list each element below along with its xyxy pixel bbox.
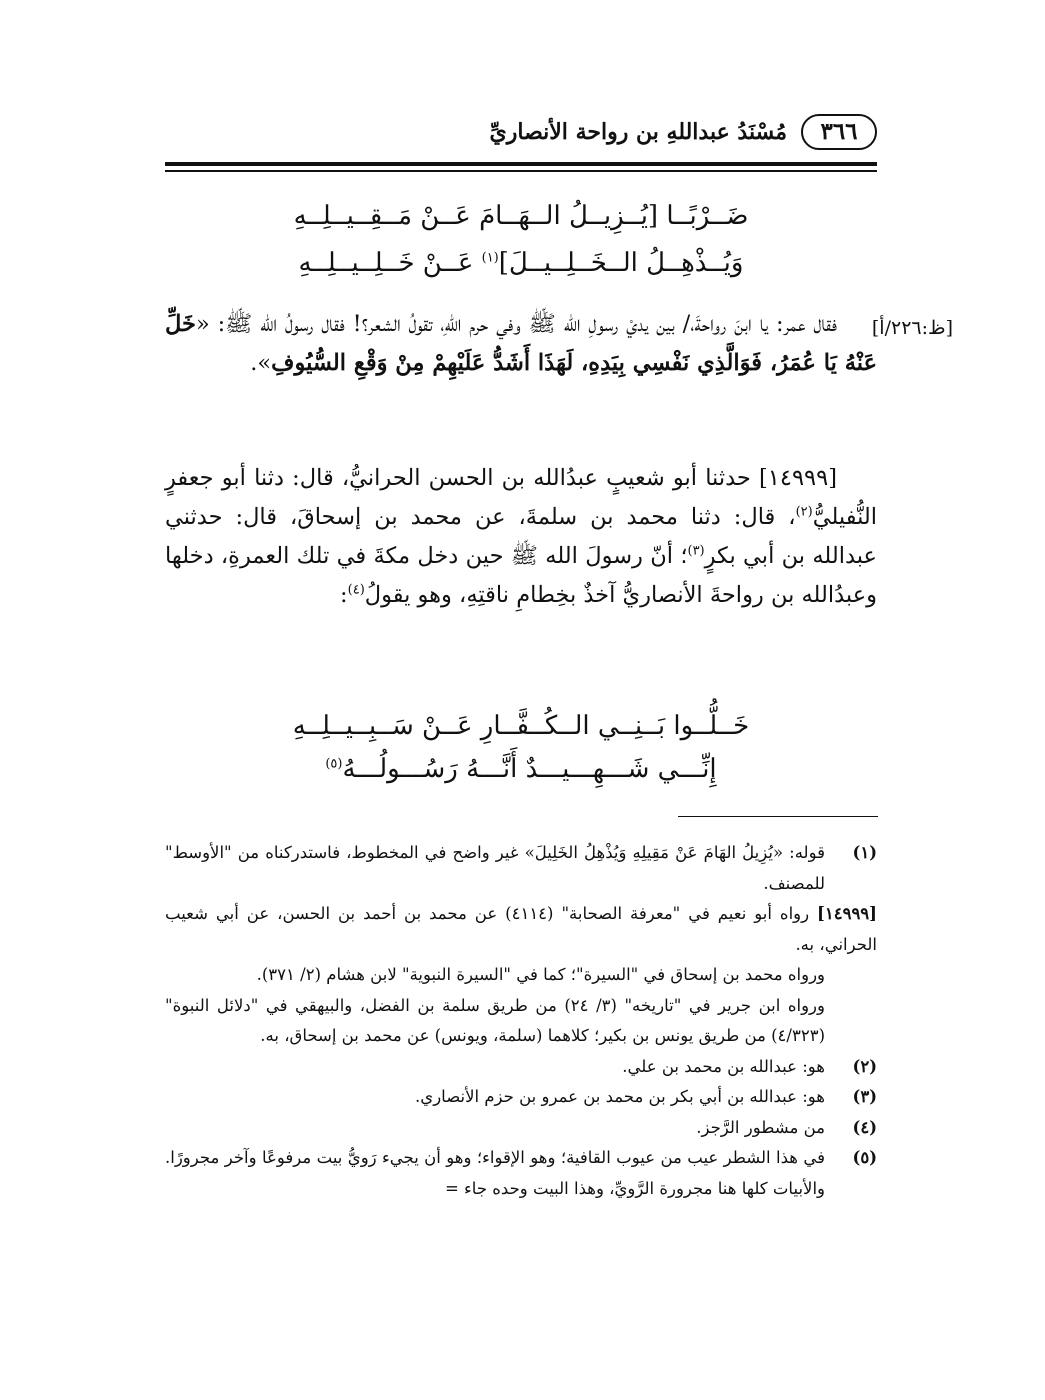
footnote-label: (٢) — [852, 1056, 877, 1076]
footnote-marker[interactable]: (٣) — [687, 543, 705, 559]
verse-text: ضَــرْبًــا [يُــزِيــلُ الــهَــامَ عَــنْ مَــقِــيــلِــهِ — [293, 201, 749, 231]
header-rule-thick — [165, 162, 877, 166]
hadith-quote: خَلِّ عَنْهُ يَا عُمَرُ، فَوَالَّذِي نَفْسِي بِيَدِهِ، لَهَذَا أَشَدُّ عَلَيْهِمْ مِنْ وَقْعِ السُّيُوفِ — [165, 311, 877, 376]
verse-line-2 — [165, 242, 877, 284]
margin-manuscript-reference: [ظ:٢٢٦/أ] — [871, 317, 953, 339]
footnote-4 — [165, 1113, 877, 1144]
paragraph-umar — [165, 305, 877, 383]
paragraph-text: [١٤٩٩٩] حدثنا أبو شعيبٍ عبدُالله بن الحسن الحرانيُّ، قال: دثنا أبو جعفرٍ النُّفيليُّ — [165, 465, 877, 530]
footnote-hadith-14999-cont — [165, 991, 877, 1052]
footnote-2 — [165, 1052, 877, 1083]
running-title: مُسْنَدُ عبداللهِ بن رواحة الأنصاريِّ — [489, 119, 787, 145]
verse-line-4 — [165, 748, 877, 790]
footnote-label: (٥) — [852, 1148, 877, 1167]
paragraph-hadith-14999 — [165, 459, 877, 615]
footnotes — [165, 838, 877, 1204]
page-header — [165, 112, 877, 156]
footnote-text: من مشطور الرَّجز. — [696, 1117, 825, 1137]
footnote-label: [١٤٩٩٩] — [817, 904, 877, 923]
paragraph-text: ، قال: دثنا محمد بن سلمةَ، عن محمد بن إسحاقَ، قال: حدثني عبدالله بن أبي بكرٍ — [165, 504, 877, 569]
footnote-text: هو: عبدالله بن محمد بن علي. — [622, 1056, 825, 1076]
paragraph-text: ». — [250, 350, 272, 376]
footnote-5 — [165, 1143, 877, 1204]
paragraph-text: فقال عمر: يا ابنَ رواحةَ،/ بين يديْ رسولِ الله ﷺ وفي حرم اللهِ، تقولُ الشعر؟! فقال رسولُ الله ﷺ: « — [195, 311, 837, 337]
footnote-label: (٣) — [852, 1087, 877, 1106]
footnote-text: ورواه ابن جرير في "تاريخه" (٣/ ٢٤) من طريق سلمة بن الفضل، والبيهقي في "دلائل النبوة" (٤/٣٢٣) من طريق يونس بن بكير؛ كلاهما (سلمة، ويونس) عن محمد بن إسحاق، به. — [165, 995, 825, 1045]
footnote-text: رواه أبو نعيم في "معرفة الصحابة" (٤١١٤) عن محمد بن أحمد بن الحسن، عن أبي شعيب الحراني، به. — [165, 904, 877, 954]
verse-text: عَــنْ خَــلِــيــلِــهِ — [298, 248, 482, 278]
footnote-label: (١) — [852, 843, 877, 862]
footnote-text: في هذا الشطر عيب من عيوب القافية؛ وهو الإقواء؛ وهو أن يجيء رَويُّ بيت مرفوعًا وآخر مجرورًا. والأبيات كلها هنا مجرورة الرَّويِّ، وهذا البيت وحده جاء = — [165, 1148, 825, 1198]
footnote-separator — [678, 816, 878, 817]
footnote-text: قوله: «يُزِيلُ الهَامَ عَنْ مَقِيلِهِ وَيُذْهِلُ الخَلِيلَ» غير واضح في المخطوط، فاستدركناه من "الأوسط" للمصنف. — [165, 843, 825, 893]
paragraph-text: : — [340, 582, 348, 608]
footnote-marker[interactable]: (٥) — [325, 756, 343, 772]
page-number: ٣٦٦ — [801, 114, 877, 150]
footnote-marker[interactable]: (٢) — [795, 504, 813, 520]
footnote-label: (٤) — [852, 1117, 877, 1137]
verse-text: إِنِّـــي شَـــهِـــيـــدٌ أَنَّـــهُ رَسُـــولُـــهُ — [342, 754, 717, 784]
footnote-text: هو: عبدالله بن أبي بكر بن محمد بن عمرو بن حزم الأنصاري. — [415, 1087, 825, 1106]
header-rule-thin — [165, 170, 877, 172]
verse-line-1 — [165, 195, 877, 237]
verse-text: وَيُــذْهِــلُ الــخَــلِــيــلَ] — [498, 248, 744, 278]
footnote-text: ورواه محمد بن إسحاق في "السيرة"؛ كما في "السيرة النبوية" لابن هشام (٢/ ٣٧١). — [256, 965, 825, 984]
footnote-hadith-14999-cont — [165, 960, 877, 991]
footnote-1 — [165, 838, 877, 899]
footnote-3 — [165, 1082, 877, 1113]
footnote-hadith-14999 — [165, 899, 877, 960]
paragraph-text: ؛ أنّ رسولَ الله ﷺ حين دخل مكةَ في تلك العمرةِ، دخلها وعبدُالله بن رواحةَ الأنصاريُّ آخذٌ بخِطامِ ناقتِهِ، وهو يقولُ — [165, 543, 877, 608]
footnote-marker[interactable]: (١) — [481, 250, 499, 266]
footnote-marker[interactable]: (٤) — [347, 582, 365, 598]
verse-text: خَــلُّــوا بَــنِــي الــكُــفَّــارِ عَــنْ سَــبِــيــلِــهِ — [292, 711, 750, 741]
verse-line-3 — [165, 705, 877, 747]
